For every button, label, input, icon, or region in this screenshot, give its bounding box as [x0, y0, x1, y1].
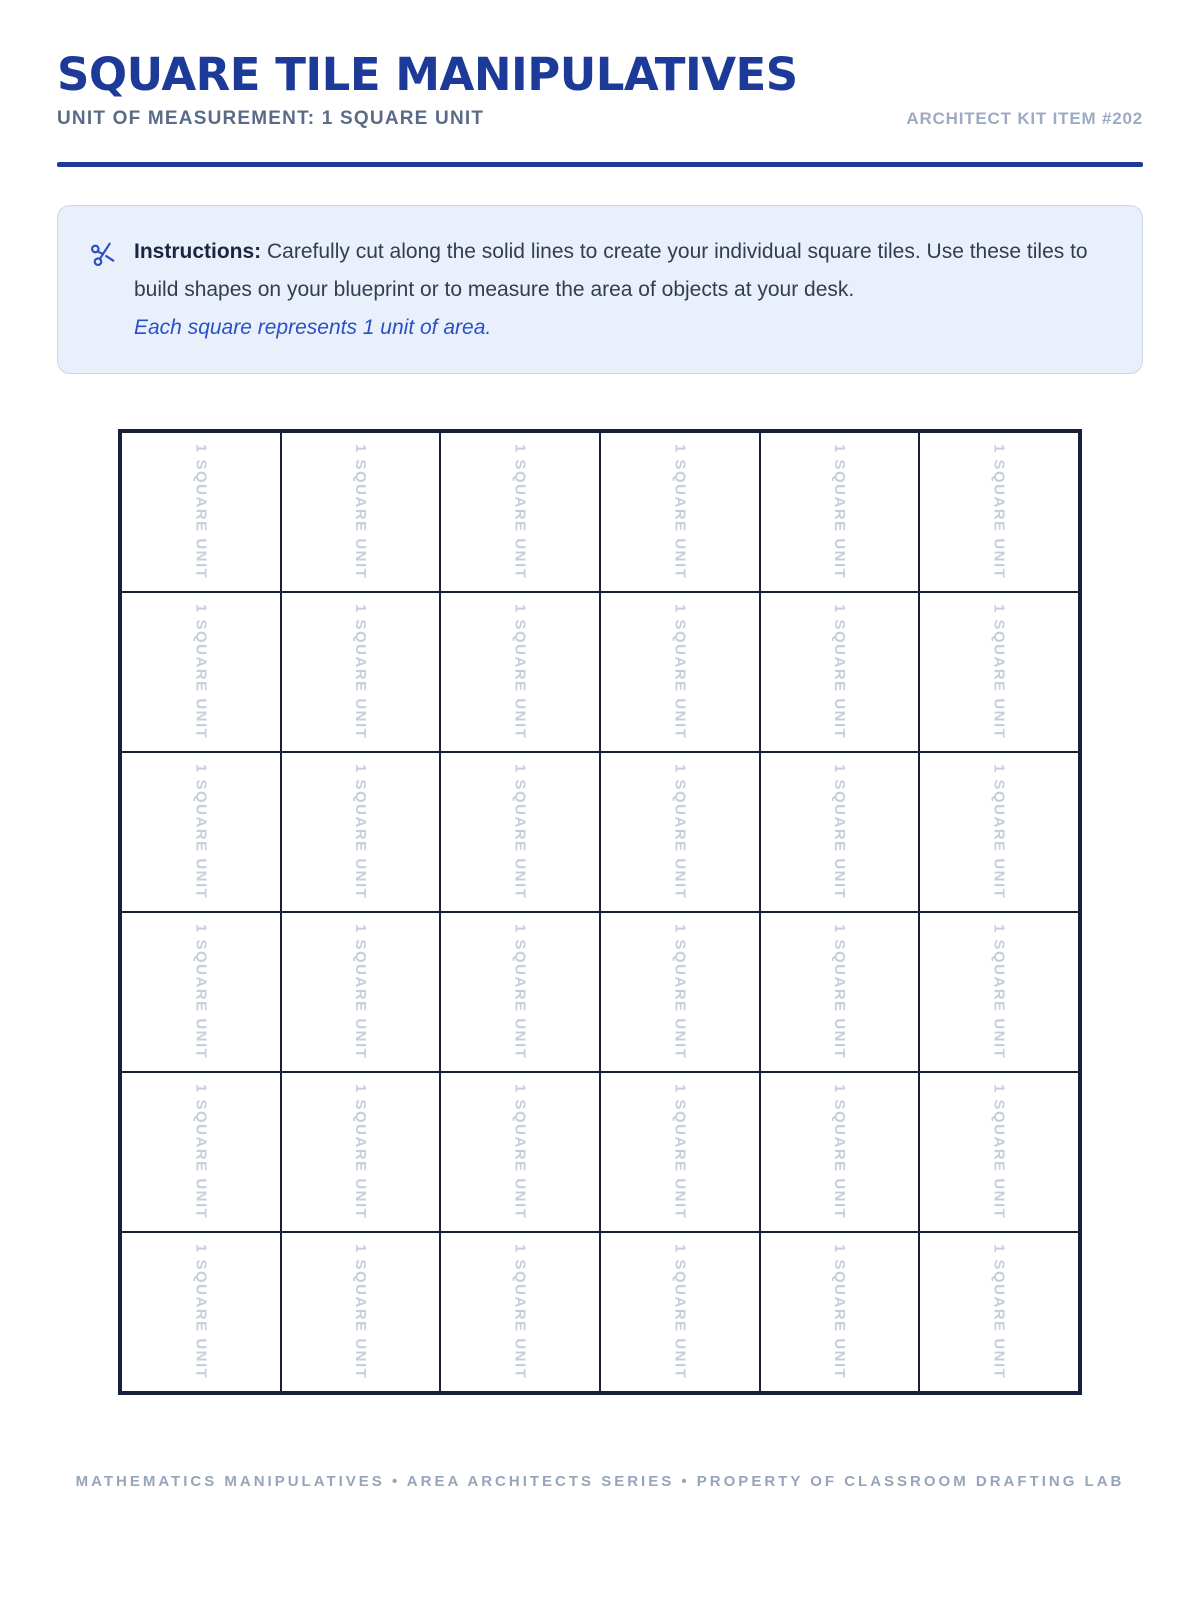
tile-cell-label: 1 SQUARE UNIT: [671, 1083, 689, 1220]
tile-cell-label: 1 SQUARE UNIT: [351, 443, 369, 580]
tile-cell: [122, 1233, 280, 1391]
tile-cell: [920, 753, 1078, 911]
tile-cell: [601, 433, 759, 591]
tile-cell: [441, 753, 599, 911]
tile-cell-label: 1 SQUARE UNIT: [511, 603, 529, 740]
tile-cell-label: 1 SQUARE UNIT: [990, 443, 1008, 580]
kit-item-label: ARCHITECT KIT ITEM #202: [906, 108, 1143, 128]
tile-cell: [601, 593, 759, 751]
tile-cell: [920, 1073, 1078, 1231]
tile-cell-label: 1 SQUARE UNIT: [990, 923, 1008, 1060]
tile-cell: [920, 1233, 1078, 1391]
instructions-text: [134, 233, 1098, 347]
tile-cell-label: 1 SQUARE UNIT: [830, 443, 848, 580]
tile-cell: [601, 753, 759, 911]
tile-cell-label: 1 SQUARE UNIT: [671, 1243, 689, 1380]
tile-cell: [920, 593, 1078, 751]
tile-cell-label: 1 SQUARE UNIT: [192, 1243, 210, 1380]
tile-cell-label: 1 SQUARE UNIT: [671, 443, 689, 580]
tile-cell-label: 1 SQUARE UNIT: [511, 1243, 529, 1380]
instructions-box: [57, 205, 1143, 374]
tile-cell: [441, 1073, 599, 1231]
tile-cell-label: 1 SQUARE UNIT: [511, 763, 529, 900]
tile-cell-label: 1 SQUARE UNIT: [351, 1083, 369, 1220]
tile-cell: [441, 1233, 599, 1391]
page-header: [57, 50, 1143, 167]
instructions-body: Carefully cut along the solid lines to create your individual square tiles. Use these tiles to build shapes on your blueprint or to measure the area of objects at your desk.: [134, 239, 1088, 301]
tile-cell-label: 1 SQUARE UNIT: [192, 763, 210, 900]
tile-cell-label: 1 SQUARE UNIT: [830, 923, 848, 1060]
tile-cell-label: 1 SQUARE UNIT: [830, 763, 848, 900]
tile-cell: [920, 433, 1078, 591]
tile-cell-label: 1 SQUARE UNIT: [671, 923, 689, 1060]
tile-cell: [761, 433, 919, 591]
tile-cell-label: 1 SQUARE UNIT: [511, 923, 529, 1060]
tile-cell-label: 1 SQUARE UNIT: [192, 603, 210, 740]
tile-cell: [441, 913, 599, 1071]
tile-cell-label: 1 SQUARE UNIT: [990, 603, 1008, 740]
tile-cell: [282, 913, 440, 1071]
tile-cell: [761, 753, 919, 911]
tile-cell: [282, 1233, 440, 1391]
tile-cell-label: 1 SQUARE UNIT: [671, 603, 689, 740]
tile-cell-label: 1 SQUARE UNIT: [351, 1243, 369, 1380]
tile-cell: [282, 753, 440, 911]
tile-cell-label: 1 SQUARE UNIT: [830, 603, 848, 740]
tile-cell: [282, 1073, 440, 1231]
instructions-paragraph: [134, 233, 1098, 309]
tile-cell-label: 1 SQUARE UNIT: [351, 763, 369, 900]
instructions-label: Instructions:: [134, 239, 262, 263]
tile-cell: [282, 593, 440, 751]
scissors-icon: [90, 241, 116, 267]
tile-cell: [601, 1233, 759, 1391]
page-title: SQUARE TILE MANIPULATIVES: [57, 48, 798, 101]
tile-cell: [761, 1233, 919, 1391]
tile-cell: [122, 1073, 280, 1231]
tile-cell: [920, 913, 1078, 1071]
header-divider: [57, 162, 1143, 167]
tile-cell: [282, 433, 440, 591]
tile-cell-label: 1 SQUARE UNIT: [511, 1083, 529, 1220]
tile-cell-label: 1 SQUARE UNIT: [830, 1243, 848, 1380]
tile-cell-label: 1 SQUARE UNIT: [990, 1083, 1008, 1220]
tile-cell: [441, 433, 599, 591]
tile-cell: [122, 913, 280, 1071]
tile-cell: [122, 593, 280, 751]
header-subrow: [57, 108, 1143, 130]
instructions-note: Each square represents 1 unit of area.: [134, 315, 492, 339]
tile-cell-label: 1 SQUARE UNIT: [351, 603, 369, 740]
tile-cell: [761, 1073, 919, 1231]
tile-cell: [122, 433, 280, 591]
tile-cell: [601, 913, 759, 1071]
tile-cell-label: 1 SQUARE UNIT: [192, 1083, 210, 1220]
tile-cell-label: 1 SQUARE UNIT: [990, 763, 1008, 900]
tile-cell-label: 1 SQUARE UNIT: [351, 923, 369, 1060]
tile-grid: [118, 429, 1082, 1395]
tile-cell-label: 1 SQUARE UNIT: [990, 1243, 1008, 1380]
tile-cell-label: 1 SQUARE UNIT: [830, 1083, 848, 1220]
tile-cell-label: 1 SQUARE UNIT: [192, 443, 210, 580]
tile-cell: [441, 593, 599, 751]
footer-text: MATHEMATICS MANIPULATIVES • AREA ARCHITECTS SERIES • PROPERTY OF CLASSROOM DRAFTING LAB: [75, 1472, 1125, 1490]
tile-cell-label: 1 SQUARE UNIT: [671, 763, 689, 900]
tile-cell: [761, 593, 919, 751]
tile-cell: [122, 753, 280, 911]
tile-cell-label: 1 SQUARE UNIT: [511, 443, 529, 580]
tile-cell: [601, 1073, 759, 1231]
measurement-subtitle: UNIT OF MEASUREMENT: 1 SQUARE UNIT: [57, 107, 485, 129]
tile-cell-label: 1 SQUARE UNIT: [192, 923, 210, 1060]
tile-cell: [761, 913, 919, 1071]
